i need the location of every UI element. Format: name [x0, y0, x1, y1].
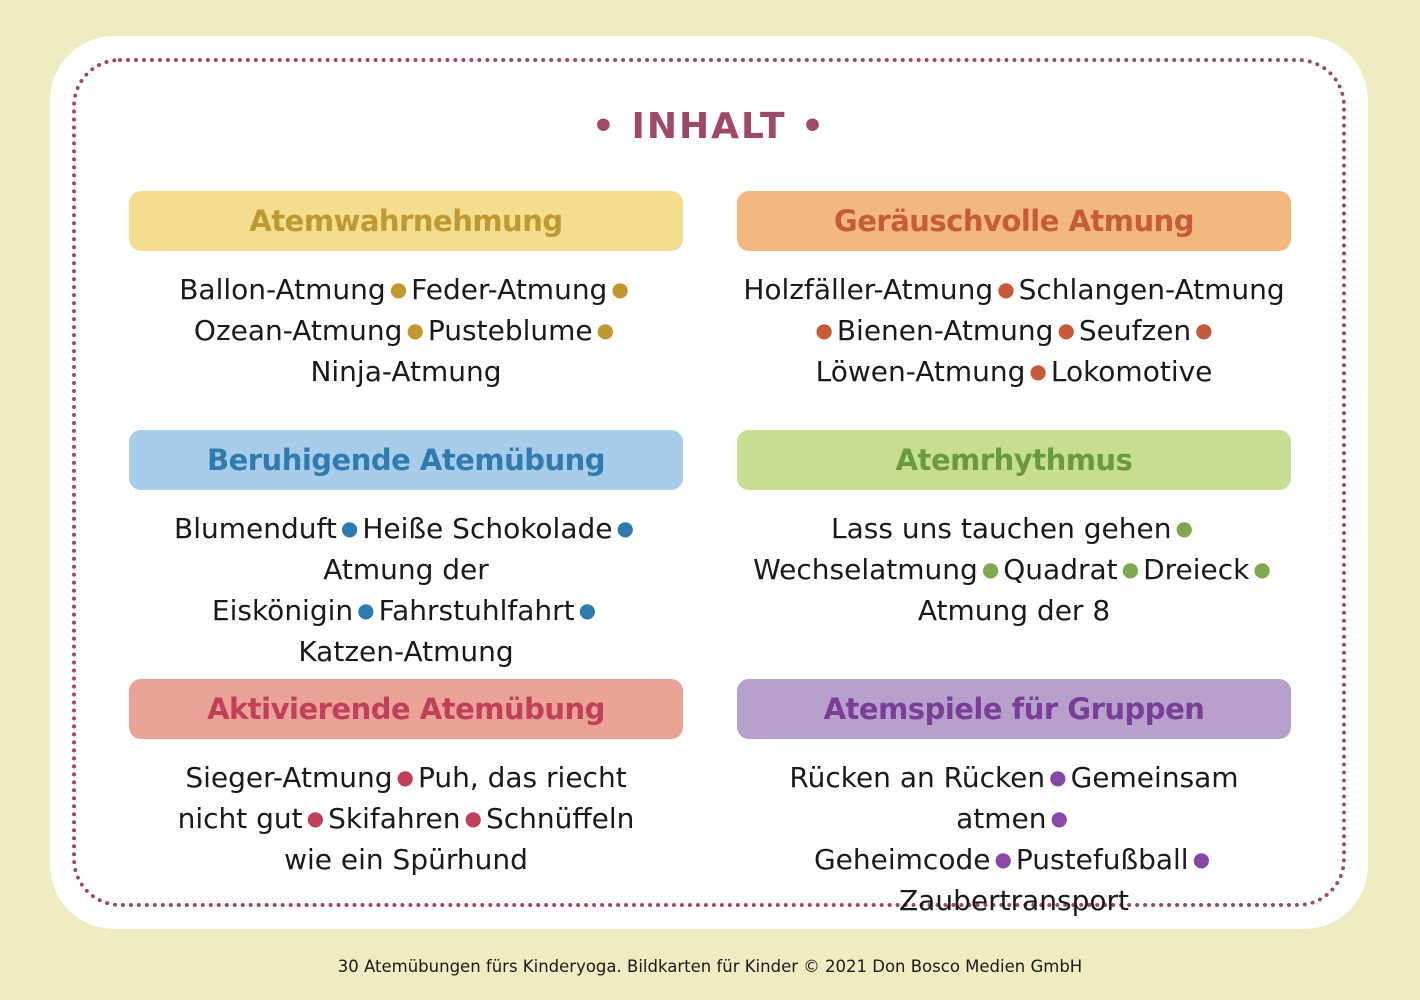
exercise-item: wie ein Spürhund	[284, 843, 528, 876]
exercise-item: Ozean-Atmung	[193, 314, 403, 347]
exercise-item: Zaubertransport	[899, 884, 1129, 917]
bullet-separator: ●	[396, 765, 414, 789]
exercise-item: Fahrstuhlfahrt	[378, 594, 575, 627]
bullet-separator: ●	[340, 516, 359, 540]
section-exercise-list	[129, 757, 683, 880]
exercise-line	[131, 549, 681, 631]
section-exercise-list	[737, 269, 1291, 392]
exercise-line	[131, 508, 681, 549]
exercise-line	[131, 631, 681, 672]
bullet-separator: ●	[997, 277, 1015, 301]
section-exercise-list	[737, 508, 1291, 631]
exercise-item: Feder-Atmung	[411, 273, 608, 306]
bullet-separator: ●	[1121, 557, 1140, 581]
page-title: • INHALT •	[591, 106, 827, 147]
section-atemwahrnehmung	[129, 191, 683, 392]
bullet-separator: ●	[464, 806, 482, 830]
bullet-separator: ●	[1195, 318, 1213, 342]
section-header: Aktivierende Atemübung	[129, 679, 683, 739]
exercise-item: Dreieck	[1143, 553, 1250, 586]
exercise-item: Seufzen	[1078, 314, 1192, 347]
bullet-separator: ●	[389, 277, 408, 301]
exercise-item: Lokomotive	[1050, 355, 1213, 388]
section-geraeuschvolle-atmung	[737, 191, 1291, 392]
exercise-line	[739, 269, 1289, 310]
exercise-line	[739, 549, 1289, 590]
bullet-separator: ●	[306, 806, 325, 830]
section-header: Beruhigende Atemübung	[129, 430, 683, 490]
exercise-item: Heiße Schokolade	[362, 512, 613, 545]
exercise-item: Bienen-Atmung	[836, 314, 1054, 347]
bullet-separator: ●	[611, 277, 629, 301]
exercise-line	[739, 839, 1289, 880]
exercise-line	[739, 351, 1289, 392]
exercise-item: Schnüffeln	[485, 802, 635, 835]
exercise-item: Katzen-Atmung	[298, 635, 514, 668]
content-card	[50, 36, 1368, 929]
section-beruhigende-atemuebung	[129, 430, 683, 672]
bullet-separator: ●	[357, 598, 375, 622]
exercise-item: Puh, das riecht	[417, 761, 627, 794]
section-exercise-list	[129, 269, 683, 392]
section-exercise-list	[737, 757, 1291, 921]
exercise-item: Ballon-Atmung	[179, 273, 386, 306]
exercise-item: Pustefußball	[1015, 843, 1189, 876]
exercise-item: Gemeinsam atmen	[956, 761, 1239, 835]
exercise-line	[739, 310, 1289, 351]
exercise-item: Lass uns tauchen gehen	[831, 512, 1172, 545]
exercise-item: Blumenduft	[174, 512, 337, 545]
bullet-separator: ●	[616, 516, 634, 540]
bullet-separator: ●	[406, 318, 424, 342]
section-header: Atemrhythmus	[737, 430, 1291, 490]
bullet-separator: ●	[596, 318, 615, 342]
exercise-line	[739, 880, 1289, 921]
bullet-separator: ●	[1175, 516, 1193, 540]
exercise-item: nicht gut	[177, 802, 303, 835]
exercise-line	[739, 508, 1289, 549]
exercise-item: Geheimcode	[813, 843, 991, 876]
section-header: Atemwahrnehmung	[129, 191, 683, 251]
bullet-separator: ●	[1049, 765, 1067, 789]
bullet-separator: ●	[578, 598, 597, 622]
section-header: Atemspiele für Gruppen	[737, 679, 1291, 739]
section-atemrhythmus	[737, 430, 1291, 631]
bullet-separator: ●	[981, 557, 1000, 581]
exercise-item: Atmung der 8	[917, 594, 1111, 627]
bullet-separator: ●	[1029, 359, 1047, 383]
exercise-item: Löwen-Atmung	[815, 355, 1026, 388]
exercise-item: Skifahren	[328, 802, 461, 835]
exercise-line	[131, 757, 681, 798]
bullet-separator: ●	[1192, 847, 1211, 871]
exercise-item: Pusteblume	[427, 314, 593, 347]
bullet-separator: ●	[994, 847, 1012, 871]
exercise-line	[131, 839, 681, 880]
exercise-item: Ninja-Atmung	[310, 355, 502, 388]
exercise-item: Holzfäller-Atmung	[743, 273, 994, 306]
section-atemspiele-fuer-gruppen	[737, 679, 1291, 921]
section-aktivierende-atemuebung	[129, 679, 683, 880]
exercise-line	[131, 798, 681, 839]
exercise-line	[131, 310, 681, 351]
bullet-separator: ●	[815, 318, 833, 342]
bullet-separator: ●	[1057, 318, 1075, 342]
exercise-item: Rücken an Rücken	[789, 761, 1046, 794]
exercise-item: Wechselatmung	[753, 553, 978, 586]
exercise-item: Schlangen-Atmung	[1018, 273, 1285, 306]
bullet-separator: ●	[1253, 557, 1271, 581]
exercise-line	[739, 757, 1289, 839]
copyright-footer: 30 Atemübungen fürs Kinderyoga. Bildkarten für Kinder © 2021 Don Bosco Medien GmbH	[337, 957, 1083, 976]
bullet-separator: ●	[1050, 806, 1068, 830]
section-exercise-list	[129, 508, 683, 672]
exercise-item: Sieger-Atmung	[185, 761, 393, 794]
exercise-item: Atmung der Eiskönigin	[211, 553, 489, 627]
exercise-line	[131, 351, 681, 392]
exercise-line	[739, 590, 1289, 631]
exercise-item: Quadrat	[1003, 553, 1118, 586]
section-header: Geräuschvolle Atmung	[737, 191, 1291, 251]
exercise-line	[131, 269, 681, 310]
